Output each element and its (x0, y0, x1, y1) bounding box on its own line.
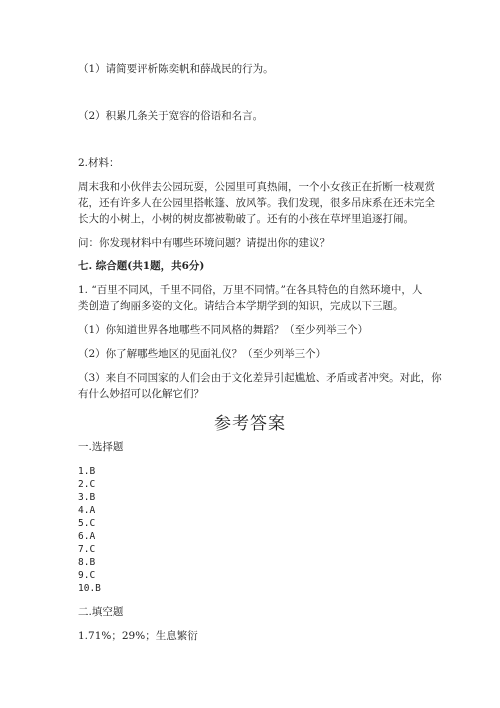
answer-choice-6: 6.A (78, 531, 96, 542)
answer-choice-1: 1.B (78, 466, 96, 477)
answer-choice-9: 9.C (78, 570, 96, 581)
section7-heading: 七. 综合题(共1题，共6分) (78, 260, 205, 272)
answer-choice-8: 8.B (78, 557, 96, 568)
answers-section1-heading: 一.选择题 (78, 441, 124, 453)
q2-question: 问：你发现材料中有哪些环境问题？请提出你的建议？ (78, 237, 330, 249)
answer-choice-10: 10.B (78, 583, 101, 594)
q2-paragraph-line-1: 周末我和小伙伴去公园玩耍，公园里可真热闹，一个小女孩正在折断一枝观赏 (78, 181, 435, 193)
answer-choice-2: 2.C (78, 479, 96, 490)
q3-sub2: （2）你了解哪些地区的见面礼仪？（至少列举三个） (78, 348, 327, 360)
answer-title: 参考答案 (214, 414, 286, 434)
q2-paragraph-line-2: 花，还有许多人在公园里搭帐篷、放风筝。我们发现，很多吊床系在还未完全 (78, 197, 435, 209)
answer-choice-4: 4.A (78, 505, 96, 516)
q2-heading: 2.材料： (78, 157, 120, 169)
q3-sub3-line-2: 有什么妙招可以化解它们？ (78, 388, 204, 400)
q1-part1: （1）请简要评析陈奕帆和薛战民的行为。 (78, 63, 274, 75)
q2-paragraph-line-3: 长大的小树上，小树的树皮都被勒破了。还有的小孩在草坪里追逐打闹。 (78, 213, 414, 225)
answer-choice-7: 7.C (78, 544, 96, 555)
q3-sub1: （1）你知道世界各地哪些不同风格的舞蹈？（至少列举三个） (78, 324, 369, 336)
q1-part2: （2）积累几条关于宽容的俗语和名言。 (78, 110, 264, 122)
q3-line-2: 类创造了绚丽多姿的文化。请结合本学期学到的知识，完成以下三题。 (78, 300, 404, 312)
answer-choice-5: 5.C (78, 518, 96, 529)
answers-section2-heading: 二.填空题 (78, 606, 124, 618)
q3-line-1: 1. “百里不同风，千里不同俗，万里不同情。”在各具特色的自然环境中，人 (78, 284, 423, 296)
answer-choice-3: 3.B (78, 492, 96, 503)
answer-fill-1: 1.71%；29%；生息繁衍 (78, 630, 198, 642)
q3-sub3-line-1: （3）来自不同国家的人们会由于文化差异引起尴尬、矛盾或者冲突。对此，你 (78, 372, 442, 384)
